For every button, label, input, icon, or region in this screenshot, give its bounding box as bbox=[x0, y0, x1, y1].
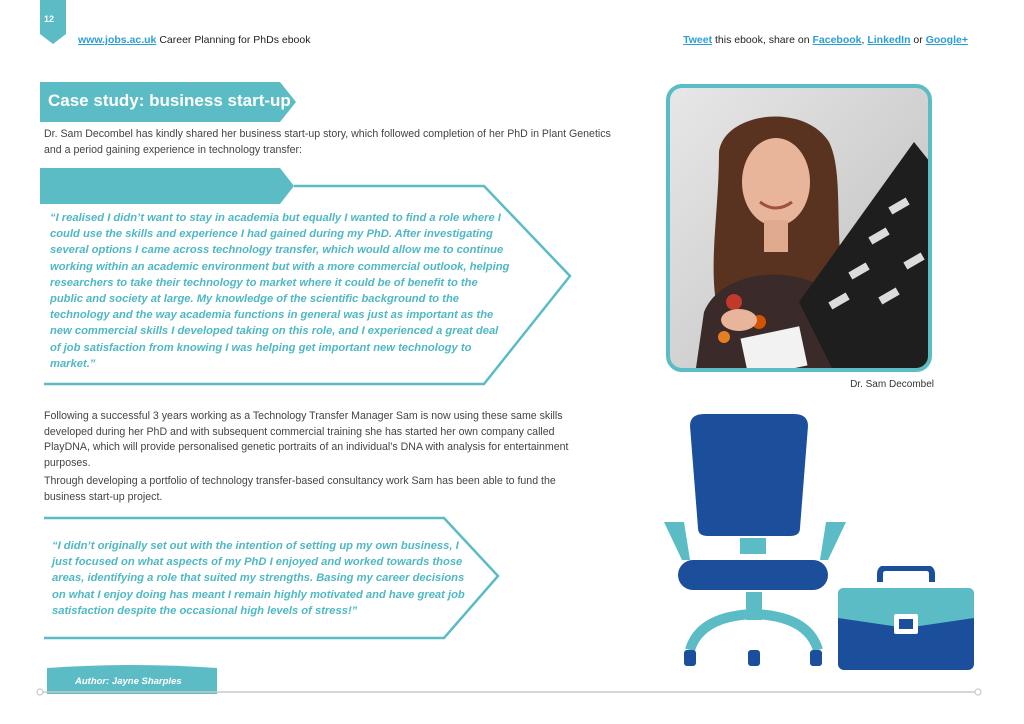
page-title: Case study: business start-up bbox=[48, 91, 291, 110]
quote1-text: “I realised I didn’t want to stay in academia but equally I wanted to find a role where I could use the skills and experience I had gained during my PhD. After investigating several options I came across technology transfer, which would allow me to continue working within an academic environment but with a more commercial outlook, helping researchers to take their technology to market where it could be of benefit to the public and society at large. My knowledge of the scientific background to the technology and the way academia functions in general was just as important as the new commercial skills I developed taking on this role, and I experienced a great deal of job satisfaction from knowing I was helping get important new technology to market.” bbox=[50, 212, 510, 370]
facebook-link[interactable]: Facebook bbox=[812, 34, 862, 46]
tweet-link[interactable]: Tweet bbox=[683, 34, 713, 46]
linkedin-link[interactable]: LinkedIn bbox=[867, 34, 911, 46]
share-text: this ebook, share on bbox=[712, 34, 813, 46]
portrait-photo bbox=[664, 82, 934, 374]
site-link[interactable]: www.jobs.ac.uk bbox=[78, 34, 157, 46]
quote2-text: “I didn’t originally set out with the intention of setting up my own business, I just focused on what aspects of my PhD I enjoyed and worked towards those areas, identifying a role that suited my strengths. Basing my career decisions on what I enjoy doing has meant I remain highly motivated and have great job satisfaction despite the occasional high levels of stress!” bbox=[52, 540, 465, 617]
ebook-title: Career Planning for PhDs ebook bbox=[159, 34, 311, 46]
photo-caption: Dr. Sam Decombel bbox=[850, 379, 934, 390]
page-number: 12 bbox=[44, 14, 55, 24]
footer-divider bbox=[36, 686, 982, 698]
header-left bbox=[78, 34, 310, 46]
or-text: or bbox=[910, 34, 926, 46]
office-chair-icon bbox=[660, 410, 850, 672]
comma-text: , bbox=[861, 34, 868, 46]
briefcase-icon bbox=[836, 566, 976, 672]
body-paragraph-1: Following a successful 3 years working as a Technology Transfer Manager Sam is now using these same skills developed during her PhD and with subsequent commercial training she has started her own company called PlayDNA, which will provide personalised genetic portraits of an individual’s DNA with analysis for entertainment purposes. bbox=[44, 410, 569, 469]
share-bar bbox=[683, 34, 968, 46]
body-paragraph-2: Through developing a portfolio of technology transfer-based consultancy work Sam has been able to fund the business start-up project. bbox=[44, 475, 556, 503]
google-link[interactable]: Google+ bbox=[925, 34, 968, 46]
intro-paragraph: Dr. Sam Decombel has kindly shared her business start-up story, which followed completion of her PhD in Plant Genetics and a period gaining experience in technology transfer: bbox=[44, 128, 611, 156]
author-credit: Author: Jayne Sharples bbox=[75, 676, 182, 687]
